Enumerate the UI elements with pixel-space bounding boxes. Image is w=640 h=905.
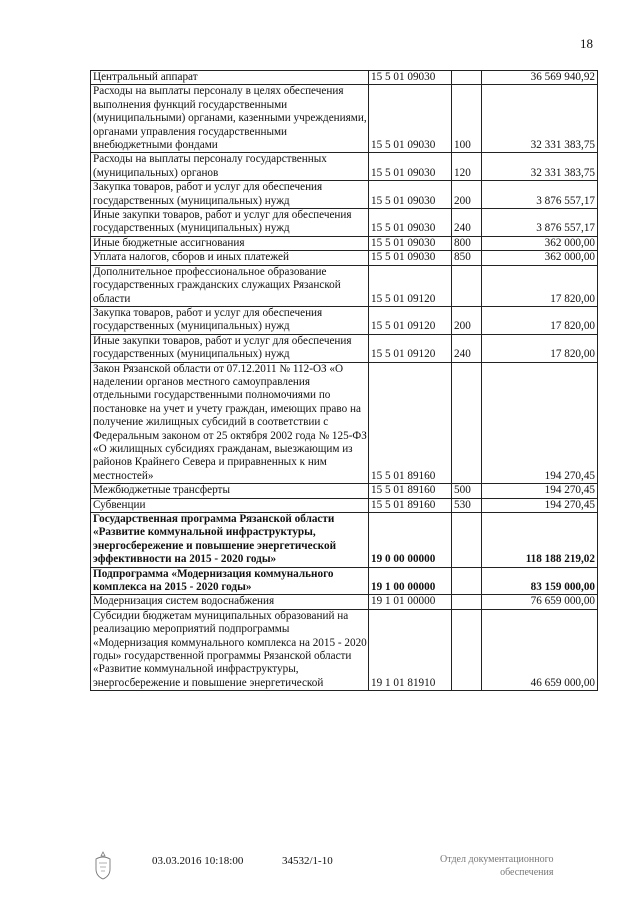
- budget-table: [90, 70, 598, 691]
- row-expense-type-cell: [452, 513, 482, 568]
- row-expense-type-cell: [452, 265, 482, 306]
- row-code-cell: 15 5 01 09120: [369, 334, 452, 362]
- row-name-cell: Закон Рязанской области от 07.12.2011 № 112-ОЗ «О наделении органов местного самоуправления отдельными государственными полномочиями по постановке на учет и учету граждан, имеющих право на получение жилищных субсидий в соответствии с Федеральным законом от 25 октября 2002 года № 125-ФЗ «О жилищных субсидиях гражданам, выезжающим из районов Крайнего Севера и приравненных к ним местностей»: [91, 362, 369, 484]
- row-name-cell: Государственная программа Рязанской области «Развитие коммунальной инфраструктуры, энергосбережение и повышение энергетической эффективности на 2015 - 2020 годы»: [91, 513, 369, 568]
- table-row: [91, 181, 598, 209]
- row-amount-cell: 194 270,45: [482, 362, 598, 484]
- stamp-line-2: обеспечения: [500, 867, 554, 878]
- row-expense-type-cell: 240: [452, 209, 482, 237]
- page-number: 18: [580, 36, 593, 51]
- row-code-cell: 19 1 01 00000: [369, 595, 452, 609]
- row-amount-cell: 32 331 383,75: [482, 153, 598, 181]
- row-code-cell: 15 5 01 09030: [369, 236, 452, 250]
- row-expense-type-cell: [452, 71, 482, 85]
- row-name-cell: Иные закупки товаров, работ и услуг для обеспечения государственных (муниципальных) нужд: [91, 209, 369, 237]
- table-row: [91, 85, 598, 153]
- row-code-cell: 15 5 01 09030: [369, 71, 452, 85]
- table-row: [91, 484, 598, 498]
- row-name-cell: Субвенции: [91, 498, 369, 512]
- row-name-cell: Расходы на выплаты персоналу в целях обеспечения выполнения функций государственными (муниципальными) органами, казенными учреждениями, органами управления государственными внебюджетными фондами: [91, 85, 369, 153]
- row-amount-cell: 17 820,00: [482, 334, 598, 362]
- table-row: [91, 236, 598, 250]
- table-row: [91, 209, 598, 237]
- row-amount-cell: 46 659 000,00: [482, 609, 598, 690]
- row-expense-type-cell: 530: [452, 498, 482, 512]
- row-amount-cell: 118 188 219,02: [482, 513, 598, 568]
- row-expense-type-cell: [452, 609, 482, 690]
- table-row: [91, 513, 598, 568]
- table-row: [91, 498, 598, 512]
- row-expense-type-cell: [452, 567, 482, 595]
- row-expense-type-cell: 120: [452, 153, 482, 181]
- row-code-cell: 15 5 01 89160: [369, 362, 452, 484]
- row-code-cell: 15 5 01 89160: [369, 498, 452, 512]
- row-amount-cell: 362 000,00: [482, 251, 598, 265]
- row-amount-cell: 17 820,00: [482, 265, 598, 306]
- row-expense-type-cell: 500: [452, 484, 482, 498]
- row-expense-type-cell: 200: [452, 181, 482, 209]
- row-amount-cell: 3 876 557,17: [482, 181, 598, 209]
- table-row: [91, 595, 598, 609]
- row-expense-type-cell: 100: [452, 85, 482, 153]
- row-code-cell: 15 5 01 09030: [369, 181, 452, 209]
- table-row: [91, 609, 598, 690]
- row-amount-cell: 362 000,00: [482, 236, 598, 250]
- row-name-cell: Центральный аппарат: [91, 71, 369, 85]
- row-name-cell: Субсидии бюджетам муниципальных образований на реализацию мероприятий подпрограммы «Модернизация коммунального комплекса на 2015 - 2020 годы» государственной программы Рязанской области «Развитие коммунальной инфраструктуры, энергосбережение и повышение энергетической: [91, 609, 369, 690]
- table-row: [91, 306, 598, 334]
- row-name-cell: Уплата налогов, сборов и иных платежей: [91, 251, 369, 265]
- row-code-cell: 15 5 01 09030: [369, 85, 452, 153]
- row-name-cell: Закупка товаров, работ и услуг для обеспечения государственных (муниципальных) нужд: [91, 306, 369, 334]
- row-amount-cell: 32 331 383,75: [482, 85, 598, 153]
- table-row: [91, 567, 598, 595]
- row-code-cell: 19 0 00 00000: [369, 513, 452, 568]
- stamp-line-1: Отдел документационного: [440, 854, 554, 865]
- row-expense-type-cell: 200: [452, 306, 482, 334]
- row-code-cell: 15 5 01 09120: [369, 306, 452, 334]
- table-row: [91, 251, 598, 265]
- row-name-cell: Межбюджетные трансферты: [91, 484, 369, 498]
- table-row: [91, 334, 598, 362]
- row-code-cell: 15 5 01 09030: [369, 153, 452, 181]
- row-expense-type-cell: [452, 362, 482, 484]
- row-name-cell: Подпрограмма «Модернизация коммунального комплекса на 2015 - 2020 годы»: [91, 567, 369, 595]
- row-name-cell: Иные закупки товаров, работ и услуг для обеспечения государственных (муниципальных) нужд: [91, 334, 369, 362]
- table-row: [91, 71, 598, 85]
- row-expense-type-cell: 240: [452, 334, 482, 362]
- row-code-cell: 15 5 01 09030: [369, 209, 452, 237]
- row-expense-type-cell: 800: [452, 236, 482, 250]
- footer-doc-number: 34532/1-10: [282, 855, 333, 867]
- footer-date: 03.03.2016 10:18:00: [152, 855, 244, 867]
- row-code-cell: 15 5 01 09030: [369, 251, 452, 265]
- row-amount-cell: 194 270,45: [482, 484, 598, 498]
- budget-table-body: [91, 71, 598, 691]
- row-name-cell: Расходы на выплаты персоналу государственных (муниципальных) органов: [91, 153, 369, 181]
- row-amount-cell: 83 159 000,00: [482, 567, 598, 595]
- row-code-cell: 19 1 00 00000: [369, 567, 452, 595]
- row-code-cell: 15 5 01 89160: [369, 484, 452, 498]
- row-name-cell: Модернизация систем водоснабжения: [91, 595, 369, 609]
- row-expense-type-cell: [452, 595, 482, 609]
- department-stamp: [440, 853, 553, 879]
- row-name-cell: Закупка товаров, работ и услуг для обеспечения государственных (муниципальных) нужд: [91, 181, 369, 209]
- table-row: [91, 153, 598, 181]
- row-amount-cell: 194 270,45: [482, 498, 598, 512]
- row-name-cell: Иные бюджетные ассигнования: [91, 236, 369, 250]
- row-amount-cell: 17 820,00: [482, 306, 598, 334]
- row-amount-cell: 36 569 940,92: [482, 71, 598, 85]
- table-row: [91, 265, 598, 306]
- row-code-cell: 19 1 01 81910: [369, 609, 452, 690]
- row-amount-cell: 76 659 000,00: [482, 595, 598, 609]
- row-code-cell: 15 5 01 09120: [369, 265, 452, 306]
- coat-of-arms-icon: [92, 851, 114, 881]
- table-row: [91, 362, 598, 484]
- row-expense-type-cell: 850: [452, 251, 482, 265]
- row-name-cell: Дополнительное профессиональное образование государственных гражданских служащих Рязанской области: [91, 265, 369, 306]
- row-amount-cell: 3 876 557,17: [482, 209, 598, 237]
